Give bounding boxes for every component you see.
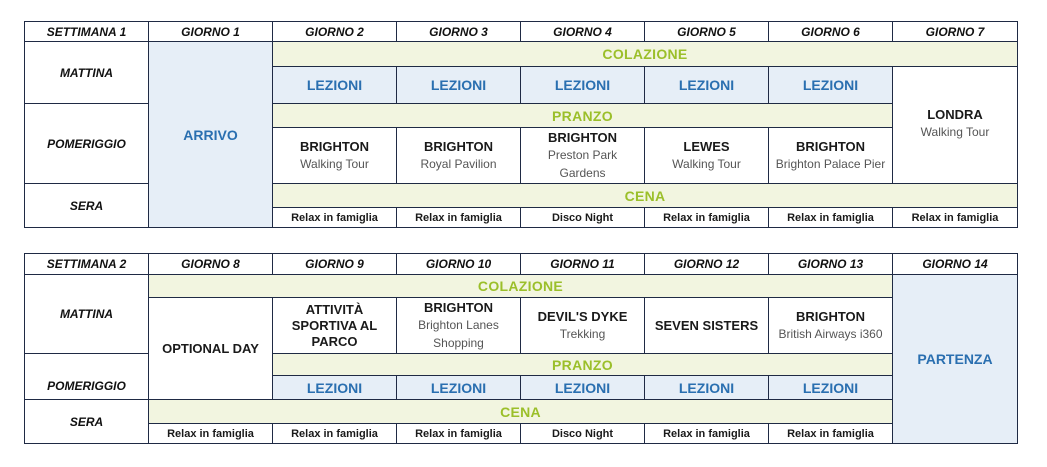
activity-subtitle: Walking Tour — [920, 125, 990, 139]
day-header: GIORNO 3 — [397, 22, 521, 42]
day-header: GIORNO 12 — [645, 254, 769, 275]
lesson-cell: LEZIONI — [645, 376, 769, 400]
evening-cell: Relax in famiglia — [397, 208, 521, 228]
evening-cell: Disco Night — [521, 208, 645, 228]
activity-title: LEWES — [683, 138, 730, 154]
activity-title: ATTIVITÀ SPORTIVA AL PARCO — [291, 301, 378, 349]
activity-subtitle: Walking Tour — [300, 156, 369, 171]
lesson-cell: LEZIONI — [521, 376, 645, 400]
evening-cell: Relax in famiglia — [645, 208, 769, 228]
breakfast-band: COLAZIONE — [273, 42, 1018, 67]
activity-subtitle: Preston Park Gardens — [547, 147, 618, 180]
day-header: GIORNO 2 — [273, 22, 397, 42]
evening-cell: Relax in famiglia — [273, 208, 397, 228]
activity-subtitle: British Airways i360 — [778, 326, 883, 341]
slot-evening: SERA — [25, 400, 149, 444]
breakfast-band: COLAZIONE — [149, 275, 893, 298]
activity-title: LONDRA — [927, 107, 983, 122]
arrival-cell: ARRIVO — [149, 42, 273, 228]
week-header: SETTIMANA 2 — [25, 254, 149, 275]
slot-afternoon: POMERIGGIO — [25, 354, 149, 400]
activity-cell — [769, 298, 893, 354]
day-header: GIORNO 10 — [397, 254, 521, 275]
slot-morning: MATTINA — [25, 275, 149, 354]
lesson-cell: LEZIONI — [645, 67, 769, 104]
lesson-cell: LEZIONI — [273, 67, 397, 104]
day-header: GIORNO 6 — [769, 22, 893, 42]
departure-cell: PARTENZA — [893, 275, 1018, 444]
activity-subtitle: Brighton Lanes Shopping — [418, 317, 499, 350]
slot-afternoon: POMERIGGIO — [25, 104, 149, 184]
day7-activity — [893, 67, 1018, 184]
lunch-band: PRANZO — [273, 354, 893, 376]
activity-cell — [645, 298, 769, 354]
activity-subtitle: Royal Pavilion — [420, 156, 497, 171]
evening-cell: Relax in famiglia — [769, 424, 893, 444]
activity-cell — [645, 128, 769, 184]
day-header: GIORNO 9 — [273, 254, 397, 275]
evening-cell: Relax in famiglia — [397, 424, 521, 444]
evening-cell: Relax in famiglia — [149, 424, 273, 444]
dinner-band: CENA — [273, 184, 1018, 208]
activity-title: BRIGHTON — [795, 308, 866, 324]
week-1-schedule-table — [24, 21, 1018, 228]
activity-cell — [521, 128, 645, 184]
optional-day-cell: OPTIONAL DAY — [149, 298, 273, 400]
activity-title: DEVIL'S DYKE — [537, 308, 628, 324]
lesson-cell: LEZIONI — [397, 376, 521, 400]
activity-title: BRIGHTON — [299, 138, 370, 154]
evening-cell: Relax in famiglia — [273, 424, 397, 444]
day-header: GIORNO 7 — [893, 22, 1018, 42]
day-header: GIORNO 1 — [149, 22, 273, 42]
evening-cell: Relax in famiglia — [893, 208, 1018, 228]
activity-title: BRIGHTON — [547, 129, 618, 145]
activity-cell — [521, 298, 645, 354]
activity-title: BRIGHTON — [423, 138, 494, 154]
activity-title: BRIGHTON — [423, 299, 494, 315]
activity-cell — [273, 128, 397, 184]
activity-cell — [769, 128, 893, 184]
day-header: GIORNO 13 — [769, 254, 893, 275]
lesson-cell: LEZIONI — [397, 67, 521, 104]
activity-title: BRIGHTON — [795, 138, 866, 154]
lesson-cell: LEZIONI — [769, 67, 893, 104]
lunch-band: PRANZO — [273, 104, 893, 128]
activity-title: SEVEN SISTERS — [654, 317, 759, 333]
lesson-cell: LEZIONI — [273, 376, 397, 400]
lesson-cell: LEZIONI — [521, 67, 645, 104]
day-header: GIORNO 4 — [521, 22, 645, 42]
week-header: SETTIMANA 1 — [25, 22, 149, 42]
day-header: GIORNO 5 — [645, 22, 769, 42]
evening-cell: Disco Night — [521, 424, 645, 444]
evening-cell: Relax in famiglia — [769, 208, 893, 228]
dinner-band: CENA — [149, 400, 893, 424]
day-header: GIORNO 8 — [149, 254, 273, 275]
week-2-schedule-table — [24, 253, 1018, 444]
activity-subtitle: Walking Tour — [672, 156, 741, 171]
activity-cell — [397, 128, 521, 184]
activity-subtitle: Trekking — [559, 326, 606, 341]
activity-cell — [273, 298, 397, 354]
day-header: GIORNO 11 — [521, 254, 645, 275]
slot-evening: SERA — [25, 184, 149, 228]
header-row — [25, 22, 1018, 42]
day-header: GIORNO 14 — [893, 254, 1018, 275]
activity-subtitle: Brighton Palace Pier — [775, 156, 886, 171]
lesson-cell: LEZIONI — [769, 376, 893, 400]
activity-cell — [397, 298, 521, 354]
slot-morning: MATTINA — [25, 42, 149, 104]
evening-cell: Relax in famiglia — [645, 424, 769, 444]
header-row — [25, 254, 1018, 275]
